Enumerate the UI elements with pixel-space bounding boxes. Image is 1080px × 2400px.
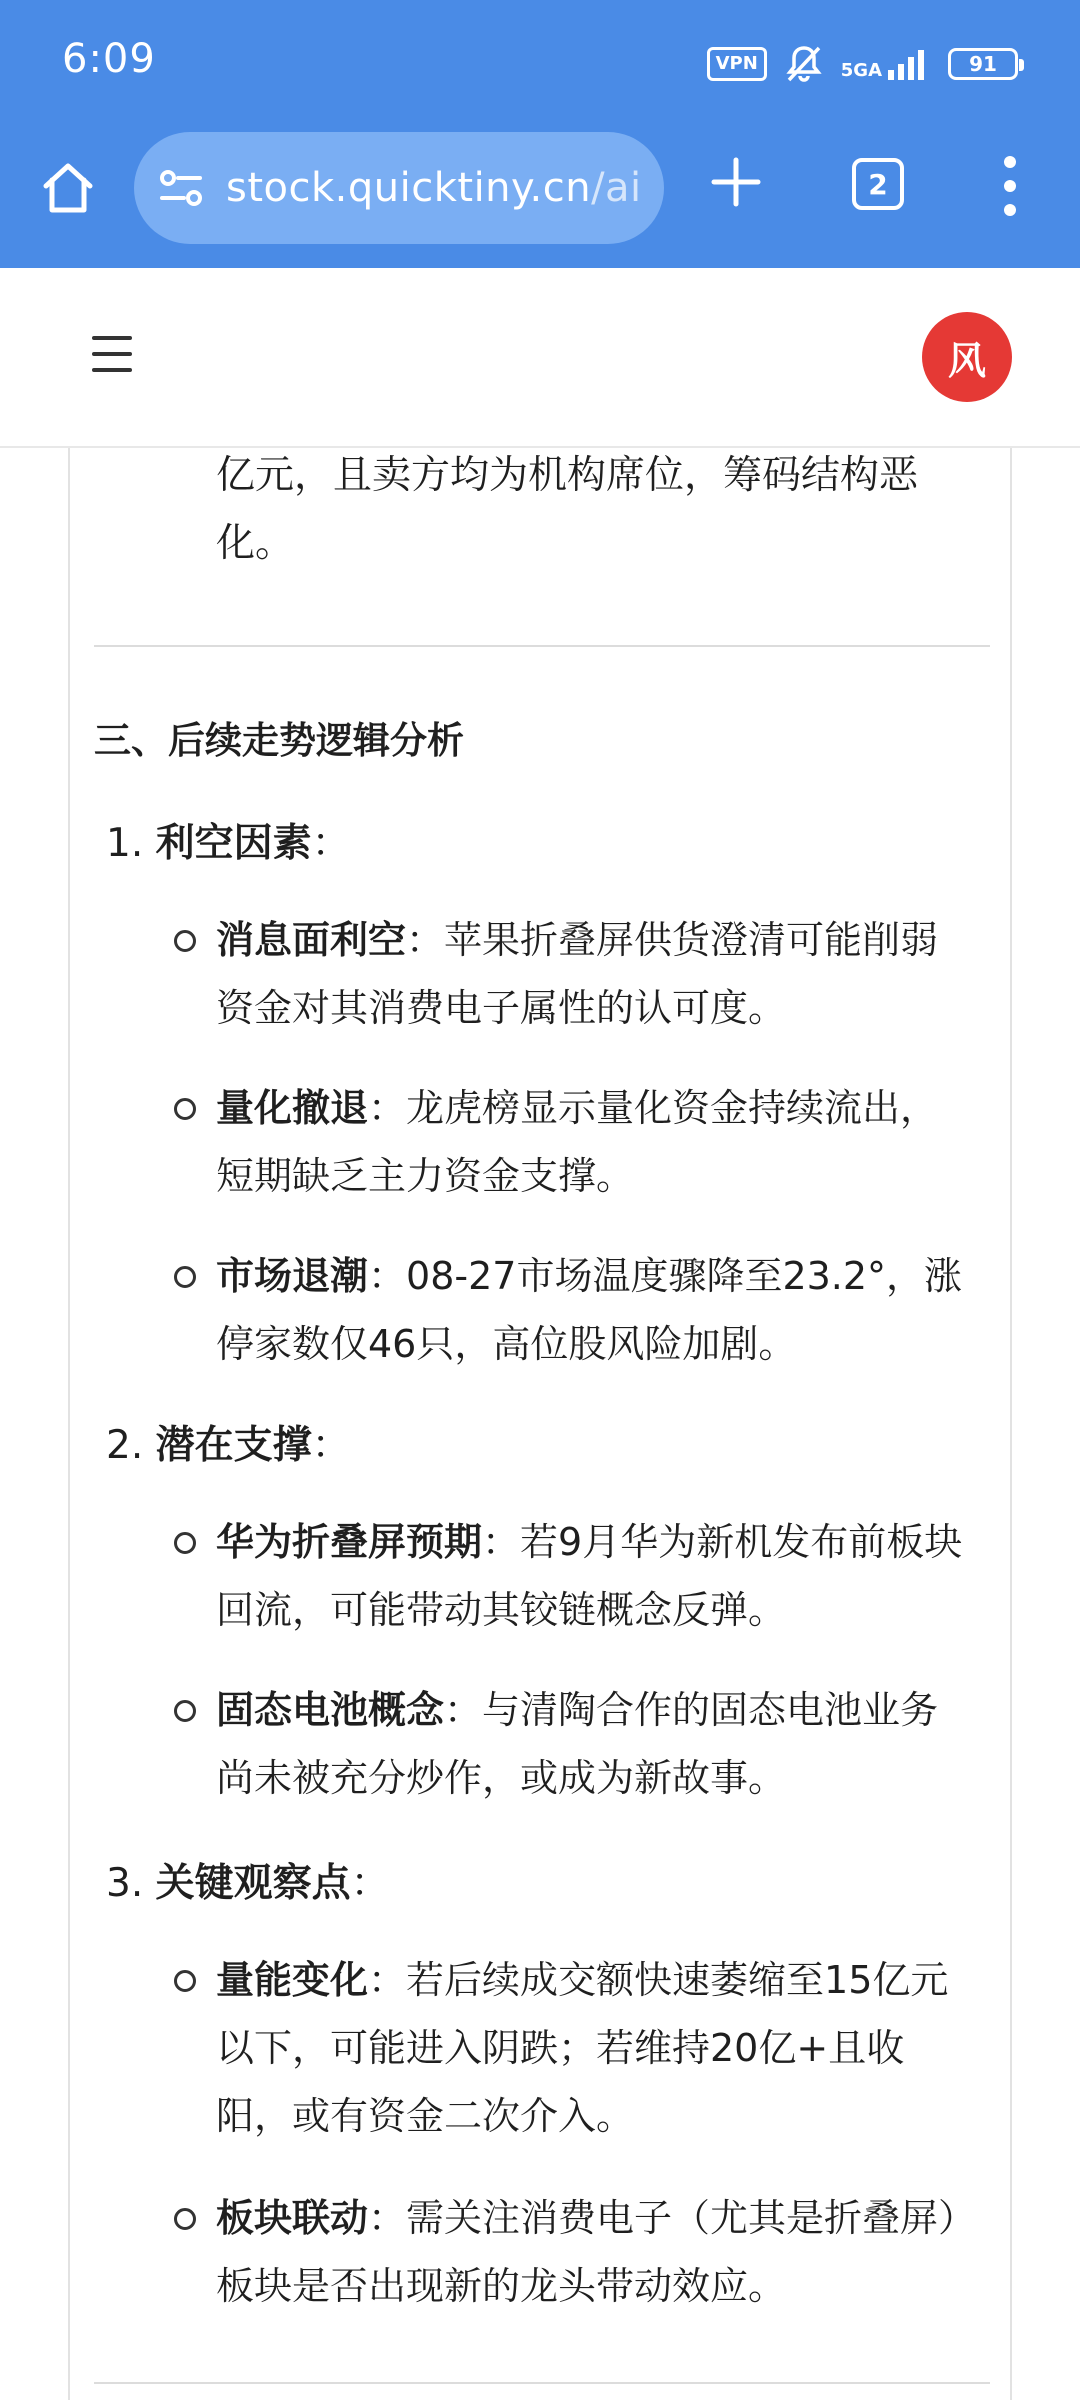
- mute-bell-icon: [785, 44, 823, 84]
- list-group-1: [106, 812, 351, 868]
- bullet-sep: ：: [482, 1520, 521, 1564]
- status-icons: [707, 44, 1018, 84]
- url-text: [226, 165, 642, 211]
- site-settings-icon[interactable]: [156, 162, 208, 214]
- bullet-text: [216, 906, 974, 1042]
- hamburger-line: [92, 352, 132, 356]
- bullet-text: [216, 1946, 974, 2150]
- list-item: [174, 1242, 974, 1378]
- bullet-label: 市场退潮: [216, 1254, 369, 1298]
- bullet-body: 若9月华为新机发布前板块回流，可能带动其铰链概念反弹。: [216, 1520, 963, 1632]
- status-time: 6:09: [62, 36, 156, 82]
- browser-chrome: [0, 0, 1080, 268]
- bullet-text: [216, 1074, 974, 1210]
- site-header: [0, 268, 1080, 448]
- plus-icon: [710, 156, 762, 208]
- bullet-body: 龙虎榜显示量化资金持续流出，短期缺乏主力资金支撑。: [216, 1086, 939, 1198]
- home-icon: [38, 158, 98, 218]
- list-item: [174, 1508, 974, 1644]
- bullet-circle-icon: [174, 1098, 196, 1120]
- hamburger-line: [92, 336, 132, 340]
- battery-level: 91: [969, 52, 997, 76]
- bullet-label: 量化撤退: [216, 1086, 369, 1130]
- bullet-circle-icon: [174, 1970, 196, 1992]
- list-number: 3.: [106, 1861, 144, 1906]
- bullet-text: [216, 1242, 974, 1378]
- list-item: [174, 906, 974, 1042]
- tab-switcher-button[interactable]: 2: [852, 158, 904, 210]
- battery-icon: [948, 48, 1018, 80]
- network-type: 5GA: [840, 60, 882, 81]
- bullet-circle-icon: [174, 2208, 196, 2230]
- more-dot-icon: [1004, 156, 1016, 168]
- more-dot-icon: [1004, 180, 1016, 192]
- list-sep: ：: [350, 1861, 390, 1906]
- bullet-sep: ：: [368, 2196, 407, 2240]
- bullet-sep: ：: [368, 1086, 407, 1130]
- bullet-sep: ：: [368, 1958, 407, 2002]
- signal-group: [841, 48, 930, 80]
- bullet-label: 板块联动: [216, 2196, 369, 2240]
- list-title: 潜在支撑: [155, 1423, 312, 1468]
- bullet-sep: ：: [368, 1254, 407, 1298]
- bullet-text: [216, 2184, 974, 2320]
- more-menu-button[interactable]: [990, 156, 1030, 216]
- new-tab-button[interactable]: [704, 150, 768, 214]
- vpn-icon: VPN: [707, 47, 767, 81]
- signal-icon: [886, 48, 930, 80]
- section-divider: [94, 645, 990, 647]
- bullet-label: 消息面利空: [216, 918, 407, 962]
- user-avatar[interactable]: 风: [922, 312, 1012, 402]
- bullet-sep: ：: [406, 918, 445, 962]
- hamburger-line: [92, 368, 132, 372]
- bullet-text: [216, 1508, 974, 1644]
- bullet-body: 苹果折叠屏供货澄清可能削弱资金对其消费电子属性的认可度。: [216, 918, 939, 1030]
- bullet-label: 固态电池概念: [216, 1688, 445, 1732]
- bullet-body: 需关注消费电子（尤其是折叠屏）板块是否出现新的龙头带动效应。: [216, 2196, 958, 2308]
- bullet-circle-icon: [174, 1266, 196, 1288]
- status-bar: [0, 0, 1080, 130]
- list-item: [174, 1676, 974, 1812]
- bullet-body: 08-27市场温度骤降至23.2°，涨停家数仅46只，高位股风险加剧。: [216, 1254, 963, 1366]
- browser-toolbar: [0, 130, 1080, 268]
- list-title: 利空因素: [155, 821, 312, 866]
- bullet-circle-icon: [174, 1700, 196, 1722]
- list-item: [174, 1946, 974, 2150]
- list-group-3: [106, 1852, 390, 1908]
- bullet-label: 华为折叠屏预期: [216, 1520, 483, 1564]
- list-sep: ：: [311, 821, 351, 866]
- list-number: 2.: [106, 1423, 144, 1468]
- url-path: /ai: [591, 165, 642, 211]
- bullet-text: [216, 1676, 974, 1812]
- list-item: [174, 2184, 974, 2320]
- article-card: [68, 448, 1012, 2400]
- list-sep: ：: [311, 1423, 351, 1468]
- bullet-circle-icon: [174, 1532, 196, 1554]
- address-bar[interactable]: [134, 132, 664, 244]
- list-title: 关键观察点: [155, 1861, 351, 1906]
- bullet-body: 若后续成交额快速萎缩至15亿元以下，可能进入阴跌；若维持20亿+且收阳，或有资金二次介入。: [216, 1958, 949, 2138]
- more-dot-icon: [1004, 204, 1016, 216]
- list-group-2: [106, 1414, 351, 1470]
- hamburger-menu-icon[interactable]: [92, 336, 132, 372]
- url-host: stock.quicktiny.cn: [226, 165, 592, 211]
- list-number: 1.: [106, 821, 144, 866]
- bullet-label: 量能变化: [216, 1958, 369, 2002]
- section-divider: [94, 2382, 990, 2384]
- list-item: [174, 1074, 974, 1210]
- bullet-body: 与清陶合作的固态电池业务尚未被充分炒作，或成为新故事。: [216, 1688, 939, 1800]
- section-title: 三、后续走势逻辑分析: [94, 719, 464, 762]
- top-paragraph: 亿元，且卖方均为机构席位，筹码结构恶化。: [216, 453, 919, 566]
- bullet-sep: ：: [444, 1688, 483, 1732]
- bullet-circle-icon: [174, 930, 196, 952]
- home-button[interactable]: [34, 154, 102, 222]
